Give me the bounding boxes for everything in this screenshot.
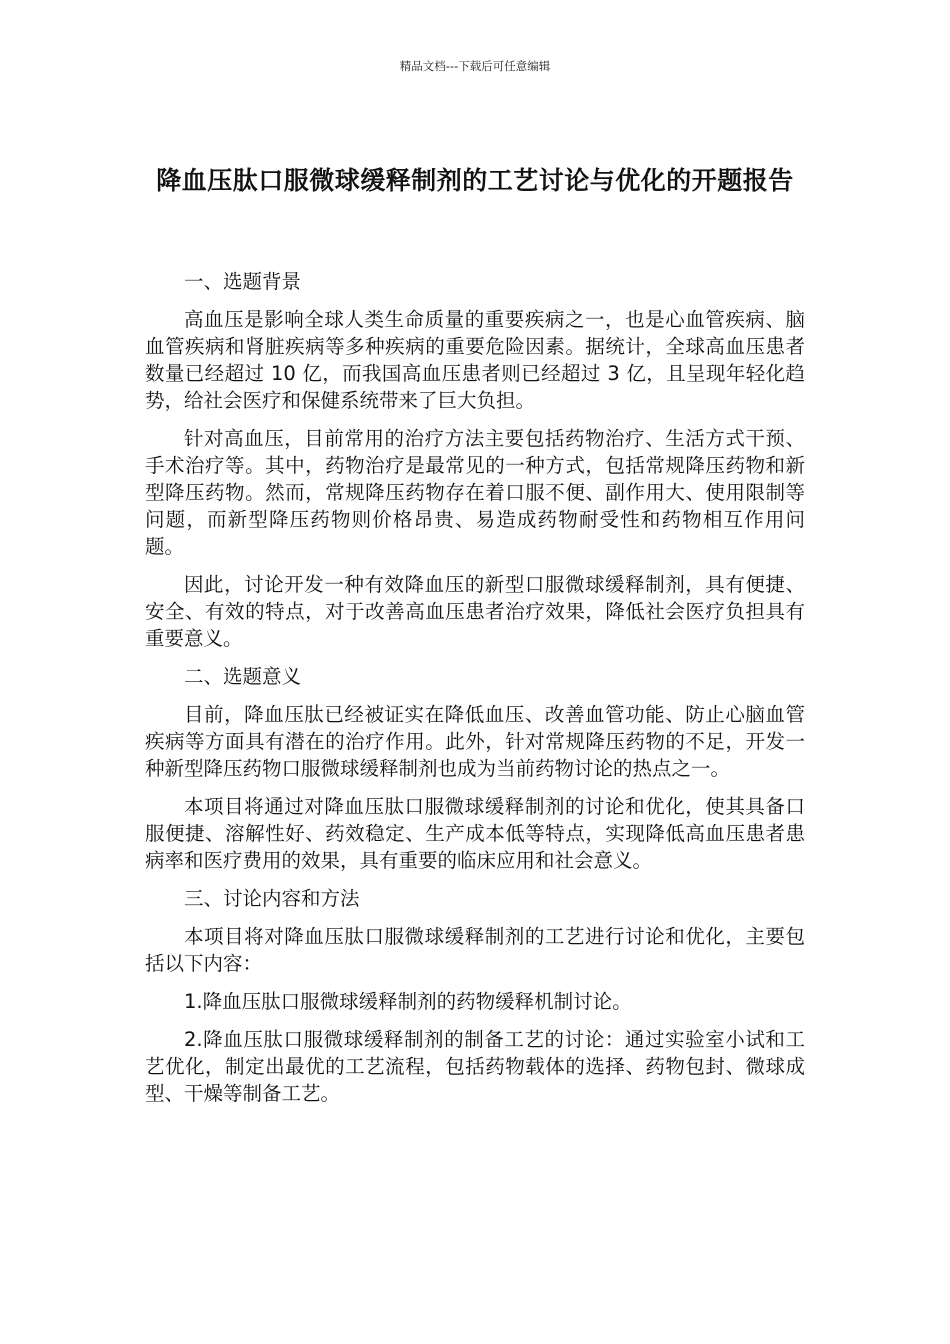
- page-header: 精品文档---下载后可任意编辑: [399, 59, 551, 73]
- paragraph: 目前，降血压肽已经被证实在降低血压、改善血管功能、防止心脑血管疾病等方面具有潜在的治疗作用。此外，针对常规降压药物的不足，开发一种新型降压药物口服微球缓释制剂也成为当前药物讨论的热点之一。: [145, 703, 805, 780]
- paragraph: 因此，讨论开发一种有效降血压的新型口服微球缓释制剂，具有便捷、安全、有效的特点，对于改善高血压患者治疗效果，降低社会医疗负担具有重要意义。: [145, 573, 805, 650]
- paragraph: 针对高血压，目前常用的治疗方法主要包括药物治疗、生活方式干预、手术治疗等。其中，药物治疗是最常见的一种方式，包括常规降压药物和新型降压药物。然而，常规降压药物存在着口服不便、副作用大、使用限制等问题，而新型降压药物则价格昂贵、易造成药物耐受性和药物相互作用问题。: [145, 427, 805, 558]
- section-heading-methods: 三、讨论内容和方法: [184, 887, 360, 910]
- section-heading-background: 一、选题背景: [184, 270, 302, 293]
- list-item: 1.降血压肽口服微球缓释制剂的药物缓释机制讨论。: [184, 990, 632, 1013]
- section-heading-significance: 二、选题意义: [184, 665, 302, 688]
- document-title: 降血压肽口服微球缓释制剂的工艺讨论与优化的开题报告: [156, 165, 794, 195]
- paragraph: 本项目将对降血压肽口服微球缓释制剂的工艺进行讨论和优化，主要包括以下内容：: [145, 925, 805, 975]
- document-body: [145, 268, 805, 1118]
- paragraph: 高血压是影响全球人类生命质量的重要疾病之一，也是心血管疾病、脑血管疾病和肾脏疾病等多种疾病的重要危险因素。据统计，全球高血压患者数量已经超过 10 亿，而我国高血压患者则已经超过 3 亿，且呈现年轻化趋势，给社会医疗和保健系统带来了巨大负担。: [145, 308, 805, 412]
- paragraph: 本项目将通过对降血压肽口服微球缓释制剂的讨论和优化，使其具备口服便捷、溶解性好、药效稳定、生产成本低等特点，实现降低高血压患者患病率和医疗费用的效果，具有重要的临床应用和社会意义。: [145, 795, 805, 872]
- list-item: 2.降血压肽口服微球缓释制剂的制备工艺的讨论：通过实验室小试和工艺优化，制定出最优的工艺流程，包括药物载体的选择、药物包封、微球成型、干燥等制备工艺。: [145, 1028, 805, 1105]
